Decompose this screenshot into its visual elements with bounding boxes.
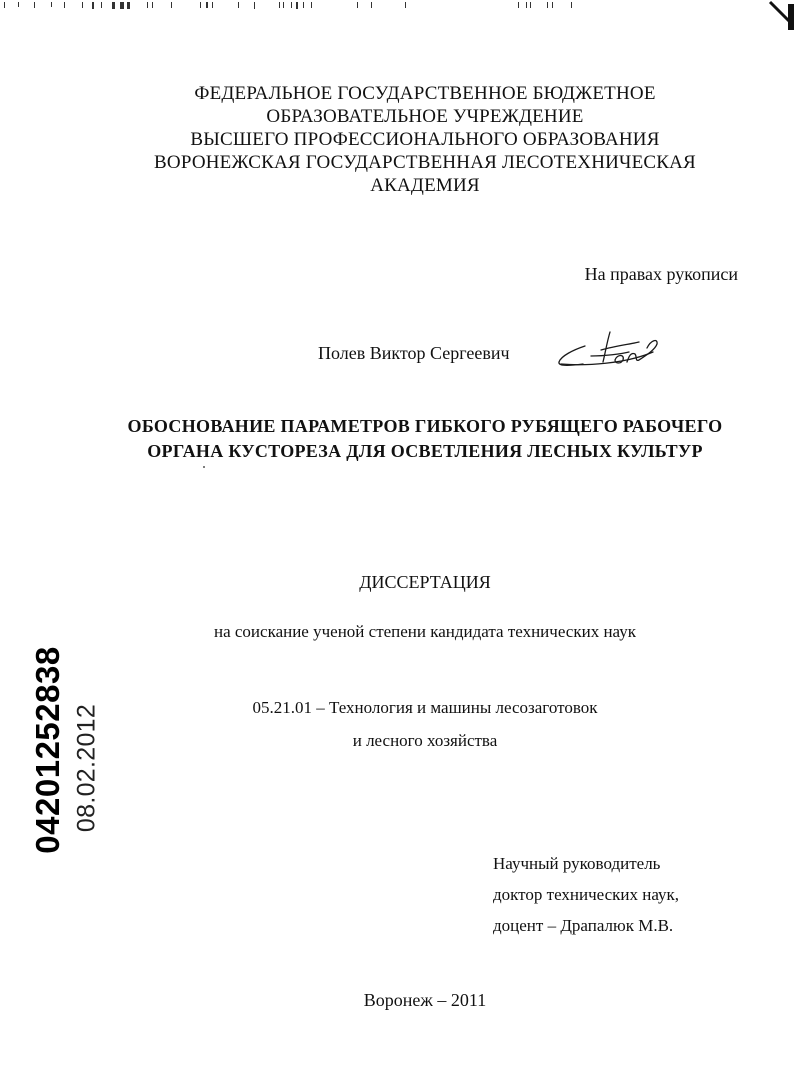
title-line: ОБОСНОВАНИЕ ПАРАМЕТРОВ ГИБКОГО РУБЯЩЕГО РАБОЧЕГО xyxy=(127,416,723,436)
degree-statement: на соискание ученой степени кандидата технических наук xyxy=(213,622,636,641)
specialty xyxy=(175,691,675,757)
dissertation-title xyxy=(90,414,760,464)
supervisor-line: Научный руководитель xyxy=(493,854,661,873)
document-type: ДИССЕРТАЦИЯ xyxy=(359,572,491,592)
supervisor-line: доцент – Драпалюк М.В. xyxy=(493,916,674,935)
scan-registration-marks xyxy=(0,0,796,14)
city-year: Воронеж – 2011 xyxy=(363,990,487,1010)
author-signature xyxy=(555,326,661,376)
specialty-line: 05.21.01 – Технология и машины лесозаготовок xyxy=(252,698,598,717)
institution-line: ОБРАЗОВАТЕЛЬНОЕ УЧРЕЖДЕНИЕ xyxy=(266,106,584,127)
institution-line: ФЕДЕРАЛЬНОЕ ГОСУДАРСТВЕННОЕ БЮДЖЕТНОЕ xyxy=(194,83,656,104)
specialty-line: и лесного хозяйства xyxy=(352,731,498,750)
stamp-number-text: 04201252838 xyxy=(29,646,66,854)
stamp-date-text: 08.02.2012 xyxy=(72,703,101,833)
author-name: Полев Виктор Сергеевич xyxy=(318,343,510,363)
manuscript-note: На правах рукописи xyxy=(584,264,738,284)
title-line: ОРГАНА КУСТОРЕЗА ДЛЯ ОСВЕТЛЕНИЯ ЛЕСНЫХ КУЛЬТУР xyxy=(147,441,703,461)
institution-line: ВЫСШЕГО ПРОФЕССИОНАЛЬНОГО ОБРАЗОВАНИЯ xyxy=(190,129,660,150)
supervisor-line: доктор технических наук, xyxy=(493,885,680,904)
institution-line: АКАДЕМИЯ xyxy=(370,175,480,196)
corner-crop-mark xyxy=(762,0,796,34)
supervisor-block xyxy=(493,848,753,941)
scan-speck xyxy=(203,466,205,468)
institution-line: ВОРОНЕЖСКАЯ ГОСУДАРСТВЕННАЯ ЛЕСОТЕХНИЧЕСКАЯ xyxy=(154,152,696,173)
institution-header xyxy=(120,82,730,197)
